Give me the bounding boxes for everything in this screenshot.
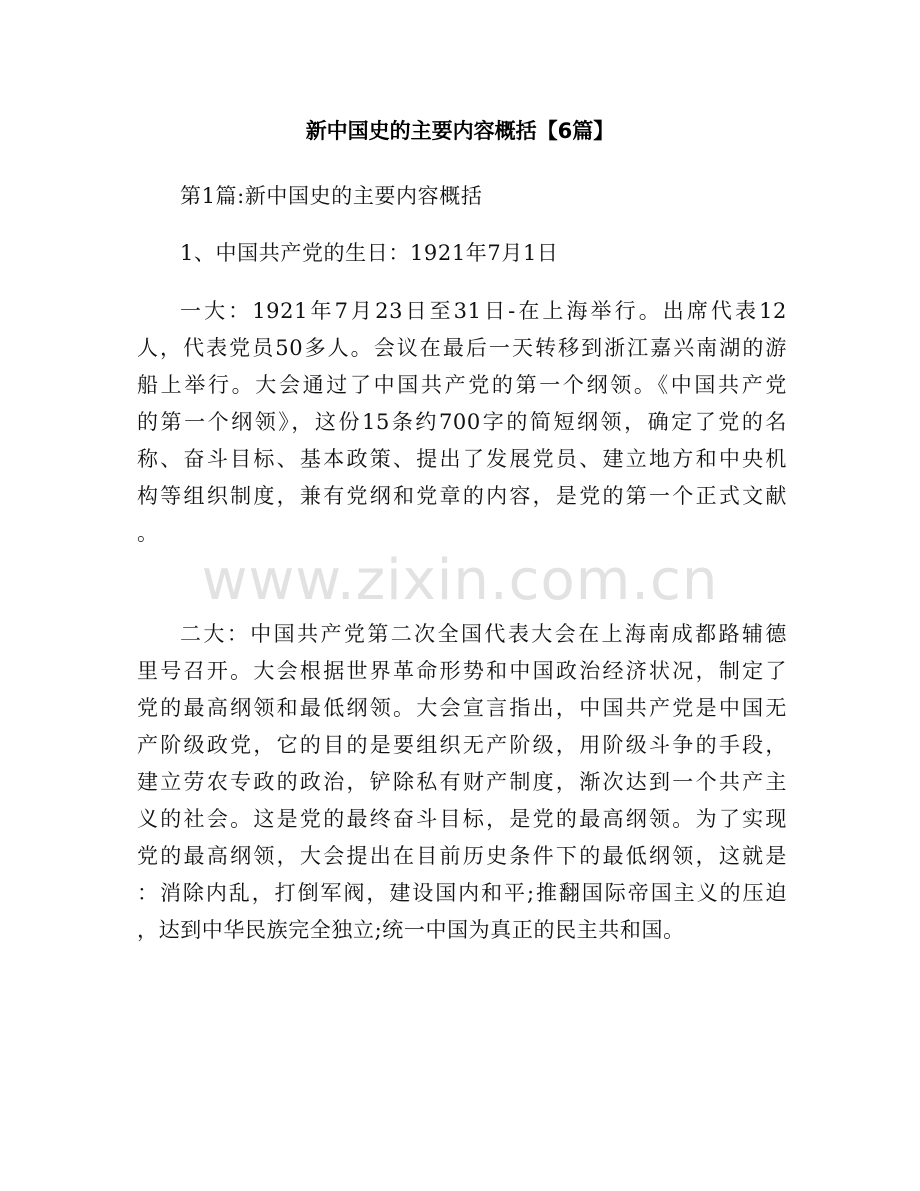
paragraph-line: 二大：中国共产党第二次全国代表大会在上海南成都路辅德	[180, 622, 787, 646]
paragraph-line: 称、奋斗目标、基本政策、提出了发展党员、建立地方和中央机	[137, 447, 787, 471]
paragraph-line: 党的最高纲领和最低纲领。大会宣言指出，中国共产党是中国无	[137, 696, 787, 720]
paragraph-line: 。	[137, 521, 159, 545]
paragraph-line: ，达到中华民族完全独立;统一中国为真正的民主共和国。	[137, 918, 685, 942]
paragraph-line: 的第一个纲领》，这份15条约700字的简短纲领，确定了党的名	[137, 410, 787, 434]
paragraph-line: 船上举行。大会通过了中国共产党的第一个纲领。《中国共产党	[137, 373, 787, 397]
document-title: 新中国史的主要内容概括【6篇】	[305, 119, 615, 143]
paragraph-line: 党的最高纲领，大会提出在目前历史条件下的最低纲领，这就是	[137, 844, 787, 868]
section-heading: 第1篇:新中国史的主要内容概括	[180, 184, 483, 208]
paragraph-line: 人，代表党员50多人。会议在最后一天转移到浙江嘉兴南湖的游	[137, 336, 787, 360]
list-item-birthday: 1、中国共产党的生日：1921年7月1日	[180, 241, 559, 265]
paragraph-line: 一大：1921年7月23日至31日-在上海举行。出席代表12	[180, 299, 787, 323]
paragraph-line: 里号召开。大会根据世界革命形势和中国政治经济状况，制定了	[137, 659, 787, 683]
paragraph-line: 构等组织制度，兼有党纲和党章的内容，是党的第一个正式文献	[137, 484, 787, 508]
watermark-text: www.zixin.com.cn	[201, 548, 719, 613]
paragraph-line: 建立劳农专政的政治，铲除私有财产制度，渐次达到一个共产主	[137, 770, 787, 794]
paragraph-line: 产阶级政党，它的目的是要组织无产阶级，用阶级斗争的手段，	[137, 733, 787, 757]
paragraph-line: 义的社会。这是党的最终奋斗目标，是党的最高纲领。为了实现	[137, 807, 787, 831]
paragraph-line: ：消除内乱，打倒军阀，建设国内和平;推翻国际帝国主义的压迫	[137, 881, 787, 905]
